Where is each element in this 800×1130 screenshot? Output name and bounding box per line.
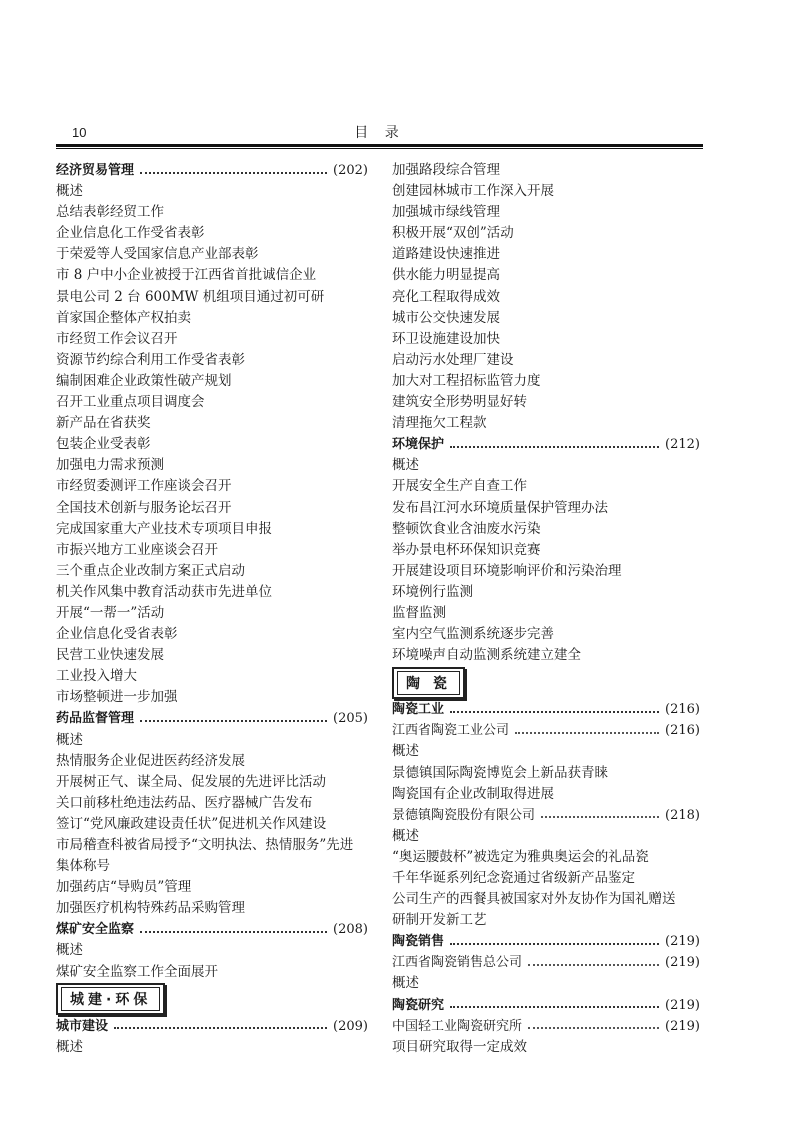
toc-entry[interactable]: 公司生产的西餐具被国家对外友协作为国礼赠送: [392, 891, 676, 908]
toc-entry[interactable]: 环卫设施建设加快: [392, 330, 500, 347]
toc-entry[interactable]: 室内空气监测系统逐步完善: [392, 626, 554, 643]
toc-column-right: [392, 160, 700, 1058]
toc-heading[interactable]: [56, 708, 368, 729]
toc-entry[interactable]: 启动污水处理厂建设: [392, 351, 514, 368]
toc-heading-page: (202): [333, 163, 368, 178]
toc-subheading[interactable]: [392, 1016, 700, 1037]
leader-dots: [541, 816, 659, 818]
toc-entry[interactable]: 概述: [392, 975, 419, 992]
toc-heading[interactable]: [392, 931, 700, 952]
section-banner-box: [56, 983, 165, 1015]
toc-heading[interactable]: [56, 919, 368, 940]
toc-heading[interactable]: [392, 434, 700, 455]
toc-entry[interactable]: 道路建设快速推进: [392, 246, 500, 263]
toc-entry[interactable]: 概述: [392, 827, 419, 844]
toc-entry[interactable]: 包装企业受表彰: [56, 436, 151, 453]
toc-list: [392, 455, 700, 666]
toc-entry[interactable]: 三个重点企业改制方案正式启动: [56, 562, 245, 579]
toc-entry[interactable]: 市经贸委测评工作座谈会召开: [56, 478, 232, 495]
header-rule-thick: [56, 144, 703, 147]
toc-entry[interactable]: 新产品在省获奖: [56, 415, 151, 432]
leader-dots: [140, 931, 327, 933]
toc-entry[interactable]: “奥运腰鼓杯”被选定为雅典奥运会的礼品瓷: [392, 848, 649, 865]
leader-dots: [450, 1006, 659, 1008]
toc-heading[interactable]: [56, 1016, 368, 1037]
toc-entry[interactable]: 开展“一帮一”活动: [56, 604, 165, 621]
toc-entry[interactable]: 于荣爱等人受国家信息产业部表彰: [56, 246, 259, 263]
toc-entry[interactable]: 整顿饮食业含油废水污染: [392, 520, 541, 537]
toc-entry[interactable]: 完成国家重大产业技术专项项目申报: [56, 520, 272, 537]
toc-entry[interactable]: 市场整顿进一步加强: [56, 689, 178, 706]
toc-list: [56, 730, 368, 920]
leader-dots: [140, 720, 327, 722]
toc-entry[interactable]: 加强药店“导购员”管理: [56, 879, 192, 896]
toc-entry[interactable]: 市 8 户中小企业被授于江西省首批诚信企业: [56, 267, 317, 284]
toc-heading-page: (205): [333, 711, 368, 727]
toc-entry[interactable]: 环境例行监测: [392, 583, 473, 600]
toc-subheading-title: 江西省陶瓷销售总公司: [392, 955, 523, 971]
toc-subheading-title: 江西省陶瓷工业公司: [392, 723, 510, 739]
toc-heading-page: (216): [665, 702, 700, 718]
header-rule-thin: [56, 148, 703, 149]
leader-dots: [528, 964, 659, 966]
toc-subheading[interactable]: [392, 952, 700, 973]
toc-list: [392, 826, 700, 931]
toc-entry[interactable]: 热情服务企业促进医药经济发展: [56, 752, 245, 769]
toc-list: [56, 940, 368, 982]
section-banner-label: 陶 瓷: [397, 671, 460, 695]
toc-list: [392, 160, 700, 434]
toc-entry[interactable]: 民营工业快速发展: [56, 647, 164, 664]
toc-entry[interactable]: 机关作风集中教育活动获市先进单位: [56, 583, 272, 600]
toc-list: [56, 181, 368, 708]
toc-entry[interactable]: 加大对工程招标监管力度: [392, 372, 541, 389]
toc-heading-title: 药品监督管理: [56, 711, 135, 727]
toc-entry[interactable]: 市局稽查科被省局授予“文明执法、热情服务”先进: [56, 837, 354, 853]
toc-entry[interactable]: 加强电力需求预测: [56, 457, 164, 474]
toc-entry[interactable]: 概述: [56, 942, 83, 959]
toc-entry[interactable]: 集体称号: [56, 858, 110, 875]
toc-entry[interactable]: 资源节约综合利用工作受省表彰: [56, 351, 245, 368]
toc-entry[interactable]: 企业信息化工作受省表彰: [56, 225, 205, 242]
toc-heading-title: 煤矿安全监察: [56, 922, 135, 938]
toc-entry[interactable]: 举办景电杯环保知识竞赛: [392, 541, 541, 558]
toc-entry[interactable]: 关口前移杜绝违法药品、医疗器械广告发布: [56, 794, 313, 811]
toc-entry[interactable]: 亮化工程取得成效: [392, 288, 500, 305]
toc-entry[interactable]: 概述: [392, 457, 419, 474]
toc-entry[interactable]: 企业信息化受省表彰: [56, 626, 178, 643]
toc-entry[interactable]: 发布昌江河水环境质量保护管理办法: [392, 499, 608, 516]
toc-entry[interactable]: 工业投入增大: [56, 668, 137, 685]
toc-heading-title: 陶瓷销售: [392, 934, 445, 950]
section-banner: [392, 666, 700, 699]
toc-entry[interactable]: 积极开展“双创”活动: [392, 225, 514, 242]
toc-heading-title: 陶瓷研究: [392, 997, 445, 1013]
toc-entry[interactable]: 开展建设项目环境影响评价和污染治理: [392, 562, 622, 579]
toc-subheading-title: 中国轻工业陶瓷研究所: [392, 1018, 523, 1034]
toc-entry[interactable]: 创建园林城市工作深入开展: [392, 183, 554, 200]
toc-subheading-page: (219): [665, 955, 700, 971]
toc-subheading[interactable]: [392, 720, 700, 741]
toc-entry[interactable]: 供水能力明显提高: [392, 267, 500, 284]
toc-list: [392, 973, 700, 994]
toc-subheading-title: 景德镇陶瓷股份有限公司: [392, 807, 536, 823]
page-number: 10: [72, 125, 87, 140]
toc-entry[interactable]: 市经贸工作会议召开: [56, 330, 178, 347]
toc-entry[interactable]: 召开工业重点项目调度会: [56, 394, 205, 411]
toc-subheading-page: (216): [665, 723, 700, 739]
leader-dots: [140, 172, 327, 174]
toc-entry[interactable]: 加强医疗机构特殊药品采购管理: [56, 900, 245, 917]
toc-entry[interactable]: 签订“党风廉政建设责任状”促进机关作风建设: [56, 815, 327, 832]
toc-heading[interactable]: [56, 160, 368, 181]
toc-heading-page: (208): [333, 922, 368, 938]
leader-dots: [450, 711, 659, 713]
toc-entry[interactable]: 概述: [56, 183, 83, 200]
toc-entry[interactable]: 煤矿安全监察工作全面展开: [56, 963, 218, 980]
page-title: 目 录: [354, 125, 405, 141]
toc-entry[interactable]: 项目研究取得一定成效: [392, 1038, 527, 1055]
toc-list: [392, 1037, 700, 1058]
toc-entry[interactable]: 总结表彰经贸工作: [56, 204, 164, 221]
toc-entry[interactable]: 编制困难企业政策性破产规划: [56, 372, 232, 389]
section-banner: [56, 983, 368, 1016]
leader-dots: [450, 446, 659, 448]
toc-entry[interactable]: 监督监测: [392, 604, 446, 621]
toc-entry[interactable]: 建筑安全形势明显好转: [392, 394, 527, 411]
toc-heading-page: (219): [665, 934, 700, 950]
toc-heading-page: (209): [333, 1018, 368, 1034]
toc-entry[interactable]: 景德镇国际陶瓷博览会上新品获青睐: [392, 764, 608, 781]
leader-dots: [114, 1027, 327, 1029]
toc-heading-title: 城市建设: [56, 1018, 109, 1034]
toc-list: [392, 741, 700, 804]
section-banner-box: [392, 667, 465, 699]
page-header: [56, 124, 703, 146]
toc-heading-title: 陶瓷工业: [392, 702, 445, 718]
toc-entry[interactable]: 加强路段综合管理: [392, 162, 500, 178]
leader-dots: [515, 732, 659, 734]
toc-heading-page: (219): [665, 997, 700, 1013]
toc-entry[interactable]: 首家国企整体产权拍卖: [56, 309, 191, 326]
toc-entry[interactable]: 研制开发新工艺: [392, 912, 487, 929]
toc-entry[interactable]: 概述: [392, 743, 419, 760]
toc-heading-title: 环境保护: [392, 437, 445, 453]
toc-entry[interactable]: 清理拖欠工程款: [392, 415, 487, 432]
toc-entry[interactable]: 陶瓷国有企业改制取得进展: [392, 785, 554, 802]
toc-subheading[interactable]: [392, 805, 700, 826]
toc-column-left: [56, 160, 368, 1058]
toc-subheading-page: (218): [665, 807, 700, 823]
toc-entry[interactable]: 开展树正气、谋全局、促发展的先进评比活动: [56, 773, 326, 790]
toc-heading[interactable]: [392, 699, 700, 720]
leader-dots: [450, 943, 659, 945]
toc-entry[interactable]: 城市公交快速发展: [392, 309, 500, 326]
toc-entry[interactable]: 千年华诞系列纪念瓷通过省级新产品鉴定: [392, 870, 635, 886]
toc-heading-page: (212): [665, 437, 700, 453]
section-banner-label: 城建·环保: [61, 987, 160, 1011]
toc-subheading-page: (219): [665, 1018, 700, 1034]
toc-heading-title: 经济贸易管理: [56, 163, 135, 178]
toc-entry[interactable]: 概述: [56, 1038, 83, 1055]
toc-entry[interactable]: 景电公司 2 台 600MW 机组项目通过初可研: [56, 288, 325, 305]
toc-entry[interactable]: 环境噪声自动监测系统建立建全: [392, 647, 581, 664]
toc-entry[interactable]: 开展安全生产自查工作: [392, 478, 527, 495]
toc-entry[interactable]: 市振兴地方工业座谈会召开: [56, 541, 218, 558]
leader-dots: [528, 1027, 659, 1029]
toc-entry[interactable]: 概述: [56, 731, 83, 748]
toc-entry[interactable]: 加强城市绿线管理: [392, 204, 500, 221]
toc-list: [56, 1037, 368, 1058]
toc-heading[interactable]: [392, 995, 700, 1016]
toc-entry[interactable]: 全国技术创新与服务论坛召开: [56, 499, 232, 516]
